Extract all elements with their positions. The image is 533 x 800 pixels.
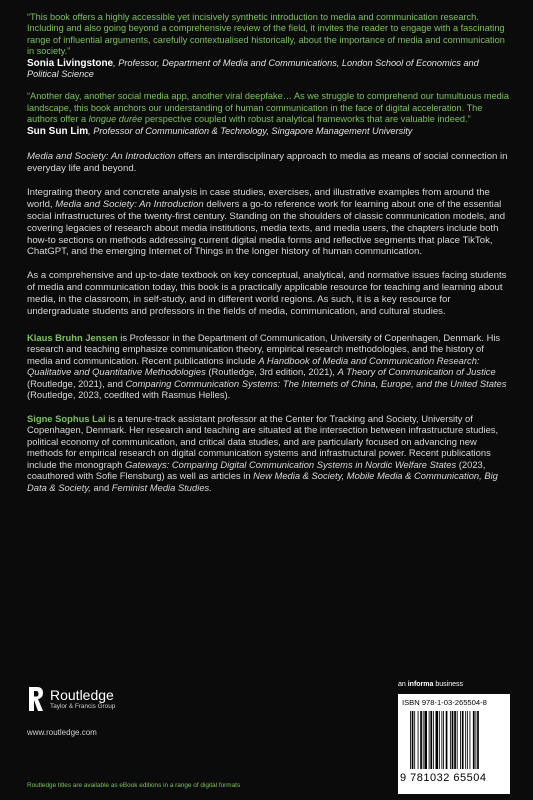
- description-paragraph: Media and Society: An Introduction offers an interdisciplinary approach to media as means of social connection in everyday life and beyond.: [27, 151, 508, 174]
- barcode-bar: [446, 711, 448, 769]
- barcode-bar: [414, 711, 415, 769]
- barcode-bar: [450, 711, 451, 769]
- barcode-bar: [429, 711, 430, 769]
- description-paragraph: As a comprehensive and up-to-date textbook on key conceptual, analytical, and normative issues facing students of media and communication today, this book is a practically applicable resource for teaching and learning about media, in the classroom, in self-study, and in different world regions. As such, it is a key resource for undergraduate students and professors in the fields of media, communication, and cultural studies.: [27, 270, 507, 318]
- endorsement-quote: “This book offers a highly accessible yet incisively synthetic introduction to media and communication research. Including and also going beyond a comprehensive review of the field, it invites the reader to engage with a fascinating range of influential arguments, carefully contextualised historically, about the importance of media and communication in society.”: [27, 12, 505, 57]
- barcode-bar: [452, 711, 454, 769]
- barcode-bar: [473, 711, 475, 769]
- barcode-bar: [454, 711, 456, 769]
- endorser-role: , Professor of Communication & Technology, Singapore Management University: [88, 125, 413, 136]
- barcode-bar: [436, 711, 439, 769]
- barcode-bar: [410, 711, 411, 769]
- barcode-digits: 9 781032 65504: [400, 772, 487, 784]
- barcode-bar: [430, 711, 432, 769]
- barcode-bar: [443, 711, 444, 769]
- barcode-bar: [433, 711, 434, 769]
- book-description: [27, 151, 509, 318]
- barcode-bar: [477, 711, 479, 769]
- barcode-bar: [470, 711, 471, 769]
- publisher-group: Taylor & Francis Group: [50, 702, 116, 710]
- cover-footer: [0, 676, 533, 800]
- author-bio: Klaus Bruhn Jensen is Professor in the Department of Communication, University of Copenhagen, Denmark. His research and teaching emphasize communication theory, empirical research methodologies, and the history of media and communication. Recent publications include A Handbook of Media and Communication Research: Qualitative and Quantitative Methodologies (Routledge, 3rd edition, 2021), A Theory of Communication of Justice (Routledge, 2021), and Comparing Communication Systems: The Internets of China, Europe, and the United States (Routledge, 2023, coedited with Rasmus Helles).: [27, 331, 507, 401]
- description-paragraph: Integrating theory and concrete analysis in case studies, exercises, and illustrative examples from around the world, Media and Society: An Introduction delivers a go-to reference work for learning about one of the essential social infrastructures of the twenty-first century. Standing on the shoulders of classic communication models, and covering legacies of research about media institutions, media texts, and media users, the chapters include both how-to sections on methods addressing current digital media forms and reflective segments that place TikTok, ChatGPT, and the emerging Internet of Things in the longer history of human communication.: [27, 186, 506, 258]
- barcode-bar: [465, 711, 466, 769]
- barcode-bar: [475, 711, 476, 769]
- author-bios: [27, 332, 509, 494]
- endorser-name: Sonia Livingstone: [27, 57, 114, 69]
- endorsement-quote: “Another day, another social media app, another viral deepfake… As we struggle to comprehend our tumultuous media landscape, this book anchors our understanding of human communication in the face of digital acceleration. The authors offer a longue durée perspective coupled with robust analytical frameworks that are valuable indeed.”: [27, 91, 509, 125]
- barcode-bar: [420, 711, 422, 769]
- endorsement-attribution: [27, 126, 509, 137]
- barcode-bar: [423, 711, 424, 769]
- routledge-logo-icon: [27, 684, 45, 714]
- barcode-bar: [457, 711, 458, 769]
- endorsements: [27, 12, 509, 137]
- author-bio: Signe Sophus Lai is a tenure-track assistant professor at the Center for Tracking and Society, University of Copenhagen, Denmark. Her research and teaching are situated at the intersection between infrastructure studies, political economy of communication, and critical data studies, and are particularly focused on advancing new methods for empirical research on digital communication systems and infrastructural power. Recent publications include the monograph Gateways: Comparing Digital Communication Systems in Nordic Welfare States (2023, coauthored with Sofie Flensburg) as well as articles in New Media & Society, Mobile Media & Communication, Big Data & Society, and Feminist Media Studies.: [27, 412, 499, 493]
- barcode-bar: [462, 711, 464, 769]
- barcode: [398, 694, 510, 794]
- ebook-note: Routledge titles are available as eBook editions in a range of digital formats: [27, 782, 241, 789]
- informa-business-label: an informa business: [398, 681, 463, 688]
- endorser-name: Sun Sun Lim: [27, 125, 89, 137]
- barcode-bar: [424, 711, 427, 769]
- barcode-bar: [418, 711, 419, 769]
- barcode-bar: [441, 711, 442, 769]
- barcode-bar: [467, 711, 468, 769]
- barcode-bar: [460, 711, 461, 769]
- author-name: Klaus Bruhn Jensen: [27, 331, 118, 343]
- endorsement-attribution: [27, 58, 509, 81]
- barcode-bars: [410, 711, 504, 769]
- publisher-website: www.routledge.com: [27, 728, 97, 737]
- isbn-text: ISBN 978-1-03-265504-8: [402, 698, 487, 707]
- publisher-name: Routledge: [50, 686, 114, 703]
- author-name: Signe Sophus Lai: [27, 412, 106, 424]
- endorser-role: , Professor, Department of Media and Communications, London School of Economics and Political Science: [27, 57, 479, 80]
- barcode-bar: [439, 711, 440, 769]
- barcode-bar: [412, 711, 414, 769]
- publisher-logo: [27, 684, 115, 714]
